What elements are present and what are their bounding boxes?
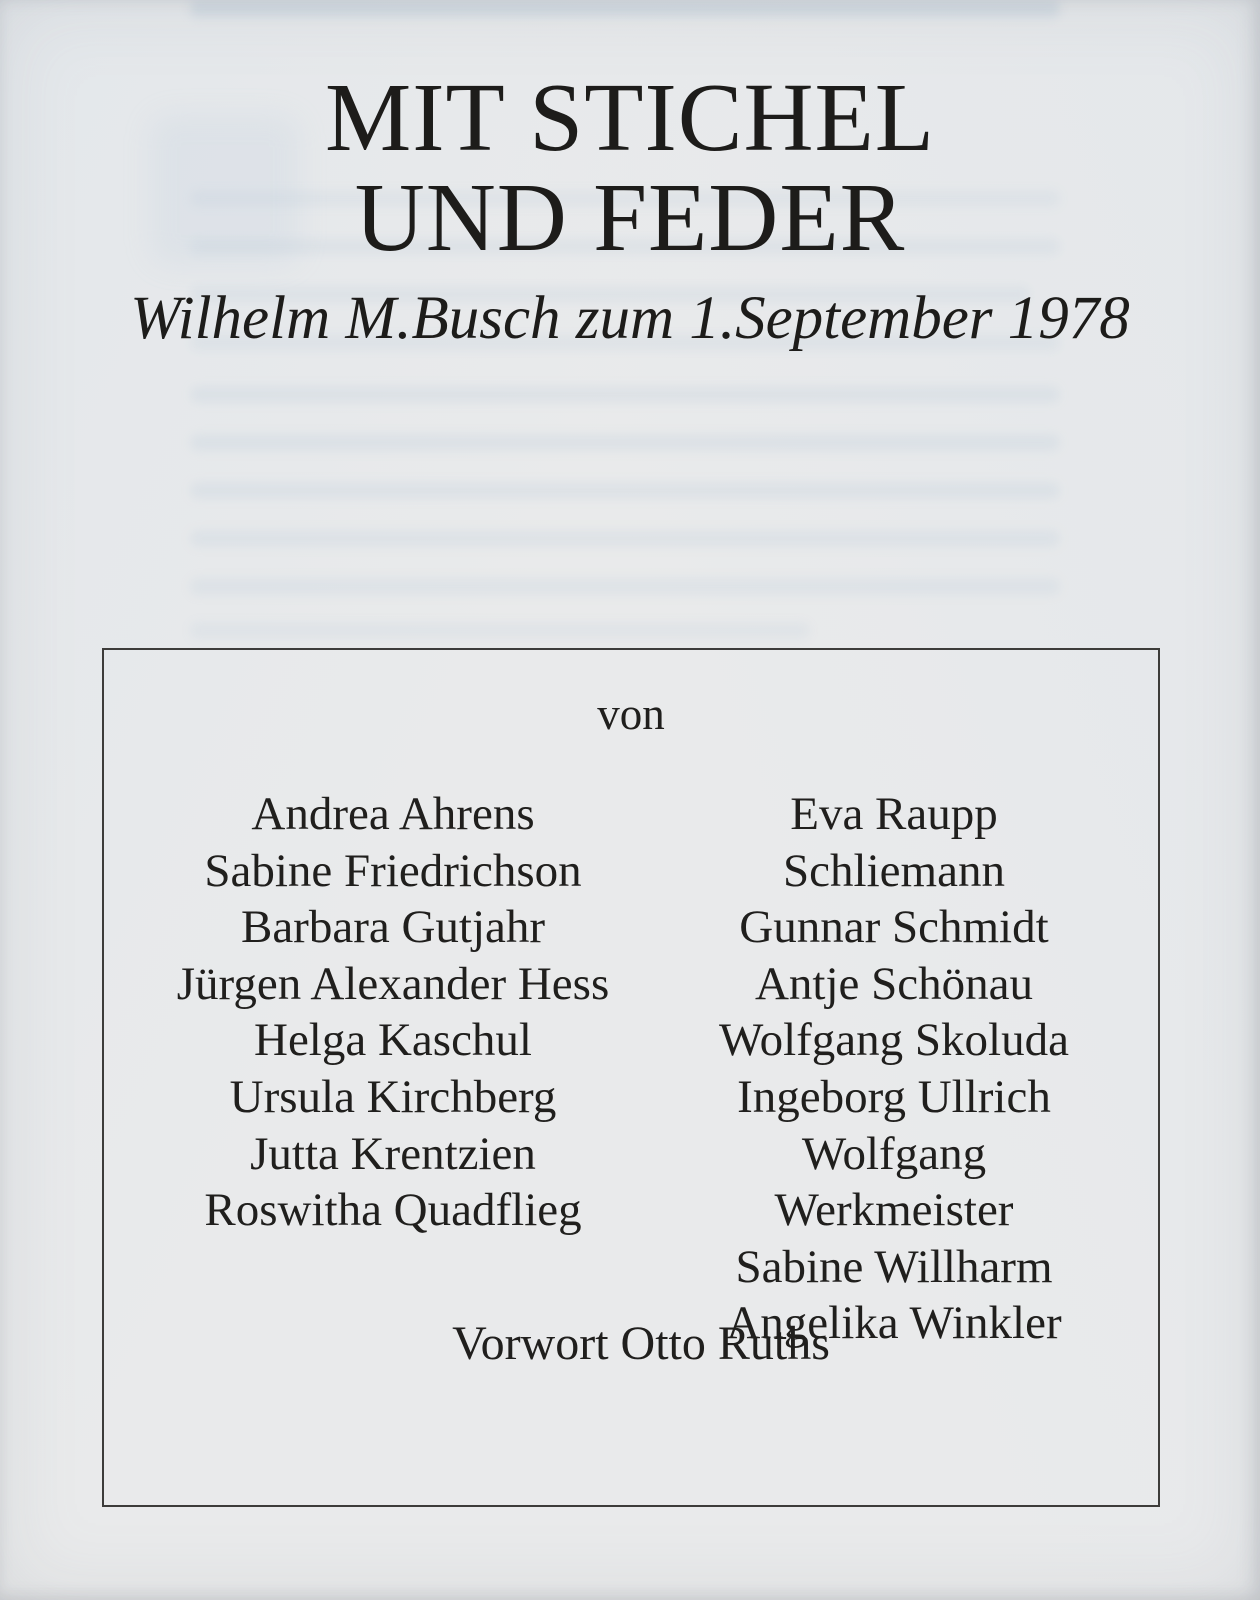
contributor-name: Antje Schönau: [754, 957, 1034, 1010]
contributors-column-left: [104, 786, 682, 1352]
contributor-name: Gunnar Schmidt: [739, 901, 1049, 954]
contributor-name: Roswitha Quadflieg: [204, 1184, 582, 1237]
contributor-name: Sabine Willharm: [735, 1240, 1053, 1293]
contributor-name: Eva Raupp Schliemann: [783, 788, 1005, 897]
contributors-intro: von: [597, 689, 665, 739]
showthrough-line: [190, 530, 1060, 547]
foreword-credit: Vorwort Otto Ruths: [452, 1317, 830, 1370]
contributor-name: Ingeborg Ullrich: [737, 1070, 1051, 1123]
contributors-box: [102, 648, 1160, 1507]
contributor-name: Wolfgang Werkmeister: [774, 1127, 1014, 1237]
contributor-name: Wolfgang Skoluda: [719, 1014, 1069, 1067]
showthrough-line: [190, 434, 1060, 451]
contributor-name: Jutta Krentzien: [250, 1127, 536, 1180]
contributor-name: Andrea Ahrens: [251, 788, 535, 840]
contributor-name: Jürgen Alexander Hess: [176, 957, 610, 1010]
showthrough-line: [190, 482, 1060, 499]
contributor-name: Angelika Winkler: [726, 1297, 1062, 1350]
showthrough-line: [190, 386, 1060, 403]
showthrough-line: [190, 622, 810, 639]
showthrough-line: [190, 0, 1060, 17]
book-subtitle: Wilhelm M.Busch zum 1.September 1978: [130, 285, 1130, 352]
book-title: [0, 64, 1260, 271]
showthrough-line: [190, 578, 1060, 595]
book-title-line2: UND FEDER: [354, 164, 906, 271]
contributor-name: Ursula Kirchberg: [229, 1070, 557, 1123]
book-title-line1: MIT STICHEL: [324, 64, 936, 171]
contributor-name: Sabine Friedrichson: [204, 844, 582, 897]
contributors-names: [104, 786, 1158, 1352]
contributors-column-right: [682, 786, 1106, 1352]
contributor-name: Barbara Gutjahr: [240, 901, 546, 954]
contributor-name: Helga Kaschul: [254, 1014, 532, 1067]
